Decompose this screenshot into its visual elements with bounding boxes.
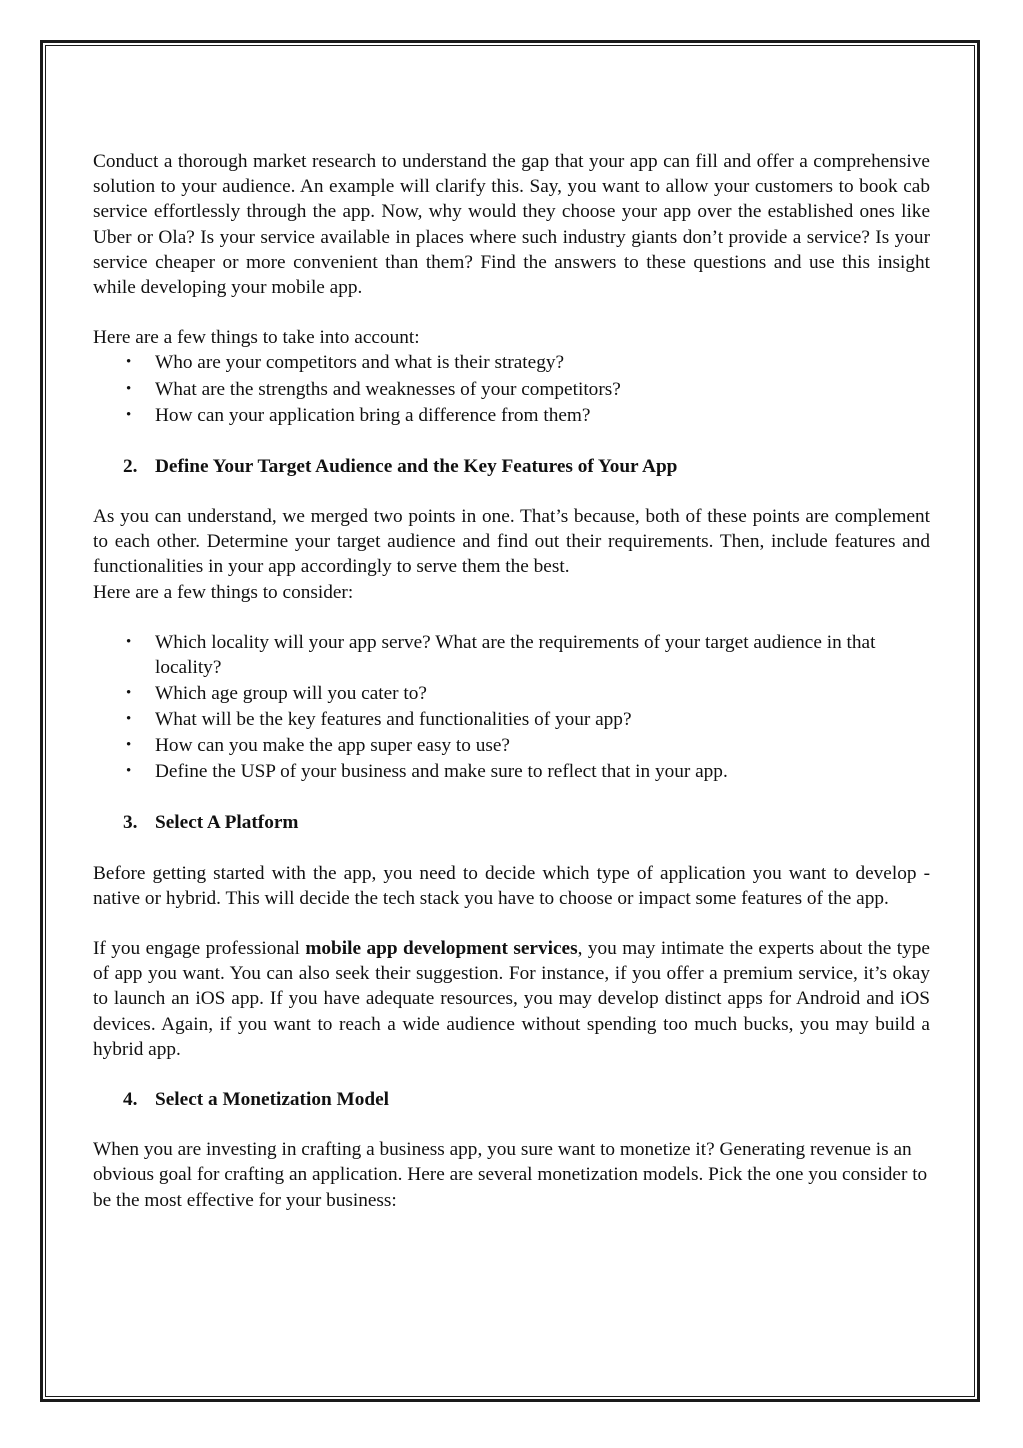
- emphasis-mobile-app-services: mobile app development services: [305, 938, 578, 959]
- intro-paragraph: Conduct a thorough market research to understand the gap that your app can fill and offer a comprehensive solution to your audience. An example will clarify this. Say, you want to allow your customers to book cab service effortlessly through the app. Now, why would they choose your app over the established ones like Uber or Ola? Is your service available in places where such industry giants don’t provide a service? Is your service cheaper or more convenient than them? Find the answers to these questions and use this insight while developing your mobile app.: [93, 151, 930, 299]
- list-item: • Which age group will you cater to?: [93, 681, 930, 706]
- list-item: • Which locality will your app serve? What are the requirements of your target audience in that locality?: [126, 631, 876, 678]
- section-heading-platform: 3. Select A Platform: [93, 810, 930, 835]
- intro-bullet-list: [93, 350, 930, 427]
- bullet-icon: •: [126, 380, 132, 397]
- bullet-icon: •: [126, 685, 132, 702]
- document-body: [93, 149, 930, 1213]
- section-number: 4.: [123, 1089, 138, 1111]
- section2-lead: Here are a few things to consider:: [93, 581, 354, 603]
- intro-lead: Here are a few things to take into account:: [93, 327, 420, 349]
- section-number: 2.: [123, 455, 138, 477]
- section3-paragraph-2: If you engage professional mobile app development services, you may intimate the experts about the type of app you want. You can also seek their suggestion. For instance, if you offer a premium service, it’s okay to launch an iOS app. If you have adequate resources, you may develop distinct apps for Android and iOS devices. Again, if you want to reach a wide audience without spending too much bucks, you may build a hybrid app.: [93, 938, 930, 1060]
- section2-paragraph: As you can understand, we merged two points in one. That’s because, both of these points are complement to each other. Determine your target audience and find out their requirements. Then, include features and functionalities in your app accordingly to serve them the best.: [93, 505, 930, 578]
- list-item: • What will be the key features and functionalities of your app?: [93, 707, 930, 732]
- section-number: 3.: [123, 812, 138, 834]
- list-item: • How can your application bring a difference from them?: [93, 403, 930, 428]
- section3-paragraph-1: Before getting started with the app, you need to decide which type of application you want to develop - native or hybrid. This will decide the tech stack you have to choose or impact some features of the app.: [93, 862, 930, 909]
- bullet-icon: •: [126, 711, 132, 728]
- bullet-icon: •: [126, 763, 132, 780]
- list-item: • What are the strengths and weaknesses of your competitors?: [93, 377, 930, 402]
- bullet-icon: •: [126, 354, 132, 371]
- section2-bullet-list: [93, 630, 930, 785]
- list-item: • Who are your competitors and what is their strategy?: [93, 350, 930, 375]
- bullet-icon: •: [126, 633, 132, 650]
- section4-paragraph: When you are investing in crafting a business app, you sure want to monetize it? Generating revenue is an obvious goal for crafting an application. Here are several monetization models. Pick the one you consider to be the most effective for your business:: [93, 1139, 928, 1211]
- section-heading-target-audience: 2. Define Your Target Audience and the Key Features of Your App: [93, 454, 930, 479]
- bullet-icon: •: [126, 406, 132, 423]
- bullet-icon: •: [126, 737, 132, 754]
- list-item: • Define the USP of your business and make sure to reflect that in your app.: [93, 759, 930, 784]
- section-heading-monetization: 4. Select a Monetization Model: [93, 1087, 930, 1112]
- list-item: • How can you make the app super easy to use?: [93, 733, 930, 758]
